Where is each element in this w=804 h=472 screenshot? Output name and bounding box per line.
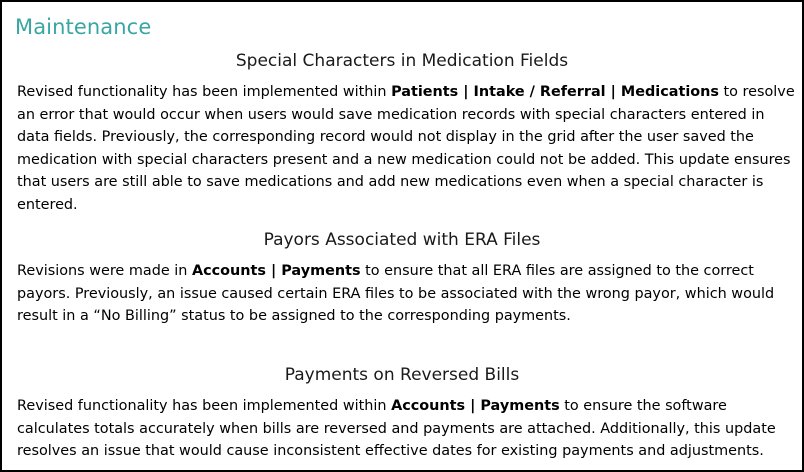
section-text: Revised functionality has been implemented within	[17, 84, 392, 100]
navigation-path: Patients | Intake / Referral | Medications	[391, 84, 719, 100]
navigation-path: Accounts | Payments	[191, 263, 361, 279]
section-text: Revised functionality has been implemented within	[17, 398, 392, 414]
section-title-special-characters: Special Characters in Medication Fields	[235, 51, 569, 71]
section-text: to ensure that all ERA files are assigned to the correct payors. Previously, an issue caused certain ERA files to be associated with the wrong payor, which would result in a “No Billing” status to be assigned to the corresponding payments.	[17, 263, 775, 324]
navigation-path: Accounts | Payments	[391, 398, 560, 414]
section-text: to ensure the software calculates totals accurately when bills are reversed and payments are attached. Additionally, this update resolves an issue that would cause inconsistent effective dates for existing payments and adjustments.	[17, 398, 776, 459]
section-body-reversed-bills	[17, 395, 799, 463]
section-body-payors-era	[17, 260, 799, 328]
section-title-reversed-bills: Payments on Reversed Bills	[284, 365, 520, 385]
section-text: Revisions were made in	[17, 263, 192, 279]
section-body-special-characters	[17, 81, 799, 216]
section-text: to resolve an error that would occur when users would save medication records with special characters entered in data fields. Previously, the corresponding record would not display in the grid after the user saved the medication with special characters present and a new medication could not be added. This update ensures that users are still able to save medications and add new medications even when a special character is entered.	[17, 84, 795, 213]
section-title-payors-era: Payors Associated with ERA Files	[263, 230, 541, 250]
page-title: Maintenance	[15, 15, 152, 39]
